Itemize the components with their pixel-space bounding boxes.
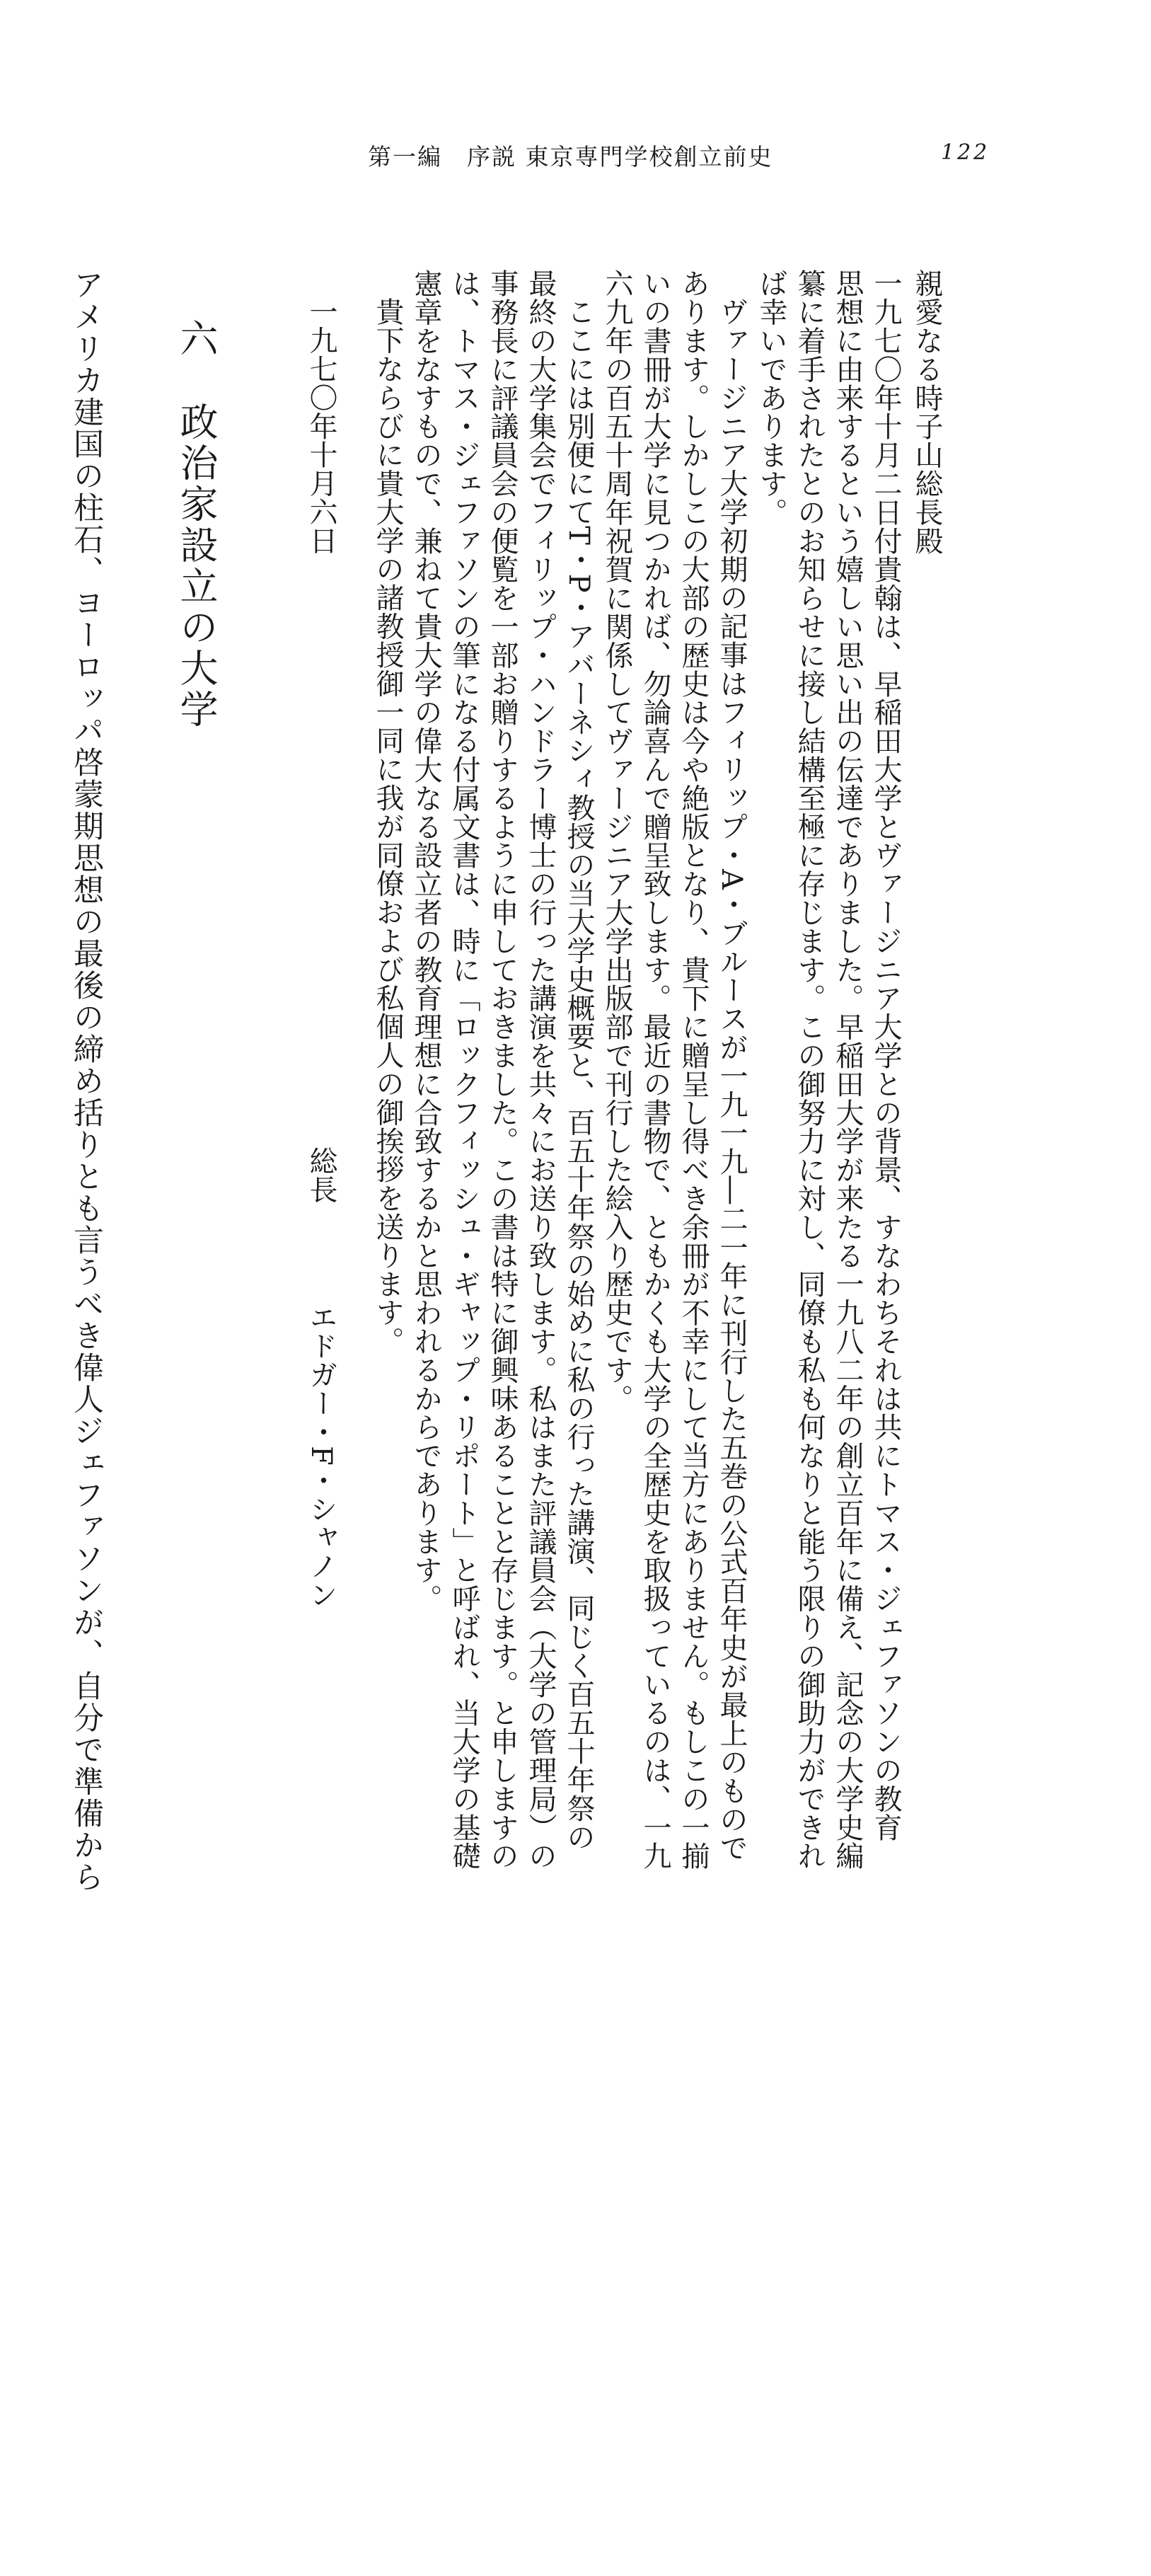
letter-line: 纂に着手されたとのお知らせに接し結構至極に存じます。この御努力に対し、同僚も私も何なりと能う限りの御助力ができれ bbox=[793, 269, 826, 1870]
page-number: 122 bbox=[941, 140, 990, 165]
letter-date: 一九七〇年十月六日 bbox=[305, 297, 337, 555]
letter-line: 一九七〇年十月二日付貴翰は、早稲田大学とヴァージニア大学との背景、すなわちそれは共にトマス・ジェファソンの教育 bbox=[869, 269, 902, 1841]
body-line: アメリカ建国の柱石、ヨーロッパ啓蒙期思想の最後の締め括りとも言うべき偉人ジェファソンが、自分で準備から bbox=[69, 269, 104, 1893]
section-number: 六 bbox=[174, 318, 219, 360]
letter-line: あります。しかしこの大部の歴史は今や絶版となり、貴下に贈呈し得べき余冊が不幸にして当方にありません。もしこの一揃 bbox=[677, 269, 710, 1870]
letter-line: 貴下ならびに貴大学の諸教授御一同に我が同僚および私個人の御挨拶を送ります。 bbox=[371, 297, 404, 1355]
section-title: 政治家設立の大学 bbox=[174, 402, 219, 730]
signoff-title: 総長 bbox=[305, 1146, 337, 1204]
letter-line: ここには別便にてT・P・アバーネシィ教授の当大学史概要と、百五十年祭の始めに私の行った講演、同じく百五十年祭の bbox=[562, 297, 595, 1851]
section-heading bbox=[174, 318, 219, 1748]
letter-salutation: 親愛なる時子山総長殿 bbox=[910, 269, 943, 555]
letter-line: 六九年の百五十周年祝賀に関係してヴァージニア大学出版部で刊行した絵入り歴史です。 bbox=[601, 269, 633, 1413]
letter-line: 最終の大学集会でフィリップ・ハンドラー博士の行った講演を共々にお送り致します。私はまた評議員会（大学の管理局）の bbox=[524, 269, 557, 1870]
letter-line: いの書冊が大学に見つかれば、勿論喜んで贈呈致します。最近の書物で、ともかくも大学の全歴史を取扱っているのは、一九 bbox=[639, 269, 671, 1870]
letter-line: 思想に由来するという嬉しい思い出の伝達でありました。早稲田大学が来たる一九八二年の創立百年に備え、記念の大学史編 bbox=[831, 269, 864, 1870]
signoff-name: エドガー・F・シャノン bbox=[305, 1302, 337, 1609]
letter-line: は、トマス・ジェファソンの筆になる付属文書は、時に「ロックフィッシュ・ギャップ・リポート」と呼ばれ、当大学の基礎 bbox=[448, 269, 480, 1870]
letter-signoff bbox=[307, 1146, 335, 2576]
letter-line: 事務長に評議員会の便覧を一部お贈りするように申しておきました。この書は特に御興味あることと存じます。と申しますの bbox=[486, 269, 519, 1870]
letter-line: ヴァージニア大学初期の記事はフィリップ・A・ブルースが一九一九―二一年に刊行した五巻の公式百年史が最上のもので bbox=[715, 297, 748, 1862]
letter-line: ば幸いであります。 bbox=[755, 269, 787, 527]
running-header: 第一編 序説 東京専門学校創立前史 bbox=[368, 143, 773, 171]
letter-line: 憲章をなすもので、兼ねて貴大学の偉大なる設立者の教育理想に合致するかと思われるからであります。 bbox=[410, 269, 442, 1613]
